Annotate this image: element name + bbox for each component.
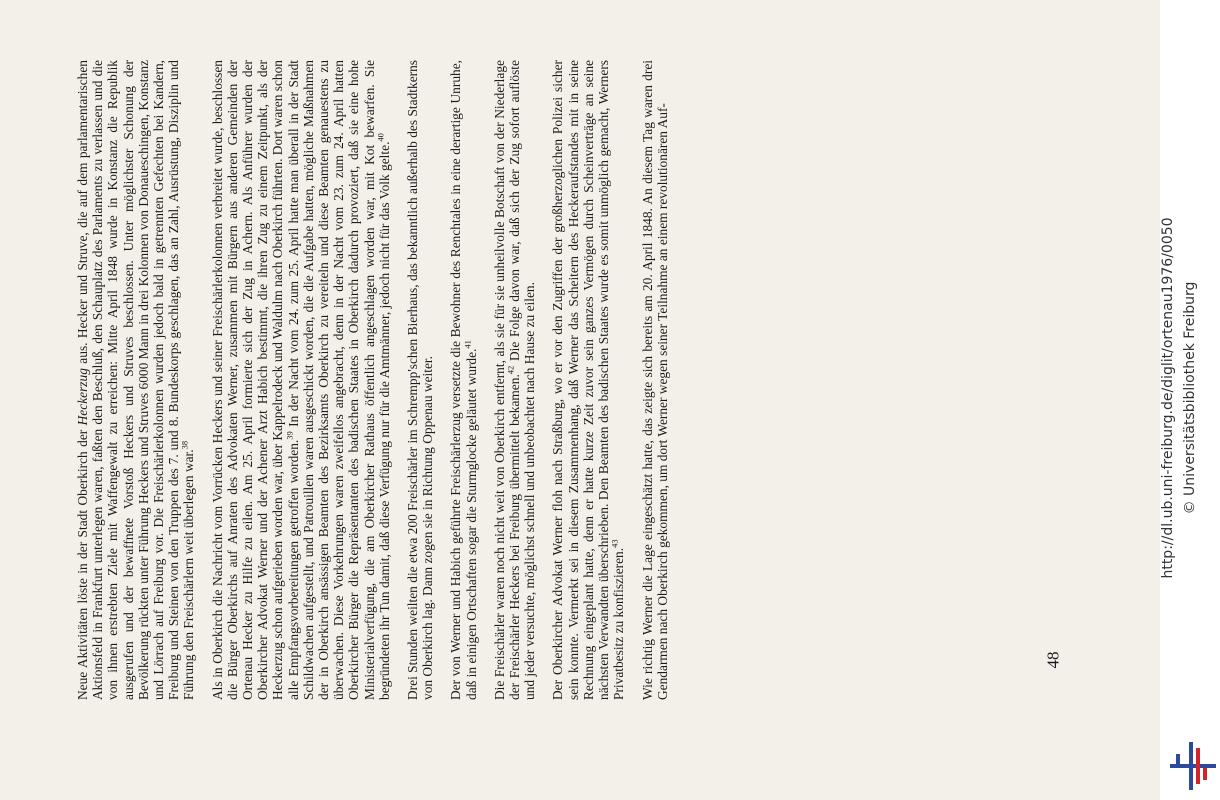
emphasis-term: Heckerzug: [75, 368, 90, 426]
logo-bar-3: [1196, 748, 1200, 784]
footnote-ref: 42: [505, 365, 516, 375]
permalink-url[interactable]: http://dl.ub.uni-freiburg.de/diglit/ortenau1976/0050: [1160, 217, 1176, 579]
page-number: 48: [1043, 651, 1063, 669]
paragraph: Der von Werner und Habich geführte Freischärlerzug versetzte die Bewohner des Renchtales in eine derartige Unruhe, daß in einigen Ortschaften sogar die Sturmglocke geläutet wurde.$^{41}$: [448, 60, 479, 700]
paragraph: Neue Aktivitäten löste in der Stadt Oberkirch der Heckerzug aus. Hecker und Struve, die auf dem parlamentarischen Aktionsfeld in Frankfurt unterlegen waren, faßten den Beschluß, den Schauplatz des Parlaments zu verlassen und die von ihnen erstrebten Ziele mit Waffengewalt zu erreichen: Mitte April 1848 wurde in Konstanz die Republik ausgerufen und der bewaffnete Vorstoß Heckers und Struves beschlossen. Unter möglichster Schonung der Bevölkerung rückten unter Führung Heckers und Struves 6000 Mann in drei Kolonnen von Donaueschingen, Konstanz und Lörrach auf Freiburg vor. Die Freischärlerkolonnen wurden jedoch bald in getrennten Gefechten bei Kandern, Freiburg und Steinen von den Truppen des 7. und 8. Bundeskorps geschlagen, das an Zahl, Ausrüstung, Disziplin und Führung den Freischärlern weit überlegen war.$^{38}$: [75, 60, 197, 700]
ub-freiburg-logo-icon: [1170, 742, 1216, 790]
copyright-notice: © Universitätsbibliothek Freiburg: [1182, 281, 1198, 515]
paragraph: Der Oberkircher Advokat Werner floh nach Straßburg, wo er vor den Zugriffen der großherzoglichen Polizei sicher sein konnte. Vermerkt sei in diesem Zusammenhang, daß Werner das Scheitern des Heckeraufstandes mit in seine Rechnung eingeplant hatte, denn er hatte kurze Zeit zuvor sein ganzes Vermögen durch Scheinverträge an seine nächsten Verwandten überschrieben. Den Beamten des badischen Staates wurde es somit unmöglich gemacht, Werners Privatbesitz zu konfiszieren.$^{43}$: [550, 60, 627, 700]
body-text: [75, 60, 1105, 700]
logo-bar-2: [1189, 742, 1193, 790]
footnote-ref: 41: [462, 340, 473, 349]
paragraph: Die Freischärler waren noch nicht weit von Oberkirch entfernt, als sie für sie unheilvolle Botschaft von der Niederlage der Freischärler Heckers bei Freiburg übermittelt bekamen.$^{42}$ Die Folge davon war, daß sich der Zug sofort auflöste und jeder versuchte, möglichst schnell und unbeobachtet nach Hause zu eilen.: [491, 60, 538, 700]
paragraph: Wie richtig Werner die Lage eingeschätzt hatte, das zeigte sich bereits am 20. April 1848. An diesem Tag waren drei Gendarmen nach Oberkirch gekommen, um dort Werner wegen seiner Teilnahme an einem revolutionären Auf-: [639, 60, 670, 700]
paragraph: Drei Stunden weilten die etwa 200 Freischärler im Schrempp'schen Bierhaus, das bekanntlich außerhalb des Stadtkerns von Oberkirch lag. Dann zogen sie in Richtung Oppenau weiter.: [405, 60, 436, 700]
footnote-ref: 43: [609, 539, 620, 548]
logo-bar-5: [1203, 768, 1207, 780]
paragraph: Als in Oberkirch die Nachricht vom Vorrücken Heckers und seiner Freischärlerkolonnen verbreitet wurde, beschlossen die Bürger Oberkirchs auf Anraten des Advokaten Werner, zusammen mit Bürgern aus anderen Gemeinden der Ortenau Hecker zu Hilfe zu eilen. Am 25. April formierte sich der Zug in Achern. Als Anführer wurden der Oberkircher Advokat Werner und der Achener Arzt Habich bestimmt, die ihren Zug zu einem Zeitpunkt, als der Heckerzug schon aufgerieben worden war, über Kappelrodeck und Waldulm nach Oberkirch führten. Dort waren schon alle Empfangsvorbereitungen getroffen worden.$^{39}$ In der Nacht vom 24. zum 25. April hatte man überall in der Stadt Schildwachen aufgestellt, und Patrouillen waren ausgeschickt worden, die die Aufgabe hatten, mögliche Maßnahmen der in Oberkirch ansässigen Beamten des Bezirksamts Oberkirch zu vereiteln und diese Beamten genauestens zu überwachen. Diese Vorkehrungen waren zweifellos angebracht, denn in der Nacht vom 23. zum 24. April hatten Oberkircher Bürger die Repräsentanten des badischen Staates in Oberkirch dadurch provoziert, daß sie eine hohe Ministerialverfügung, die am Oberkircher Rathaus öffentlich angeschlagen worden war, mit Kot bewarfen. Sie begründeten ihr Tun damit, daß diese Verfügung nur für die Amtmänner, jedoch nicht für das Volk gelte.$^{40}$: [209, 60, 392, 700]
logo-bar-4: [1176, 754, 1180, 764]
logo-graphic: [1170, 742, 1216, 790]
footnote-ref: 40: [375, 133, 386, 142]
footnote-ref: 38: [179, 440, 190, 450]
footnote-ref: 39: [284, 431, 295, 440]
